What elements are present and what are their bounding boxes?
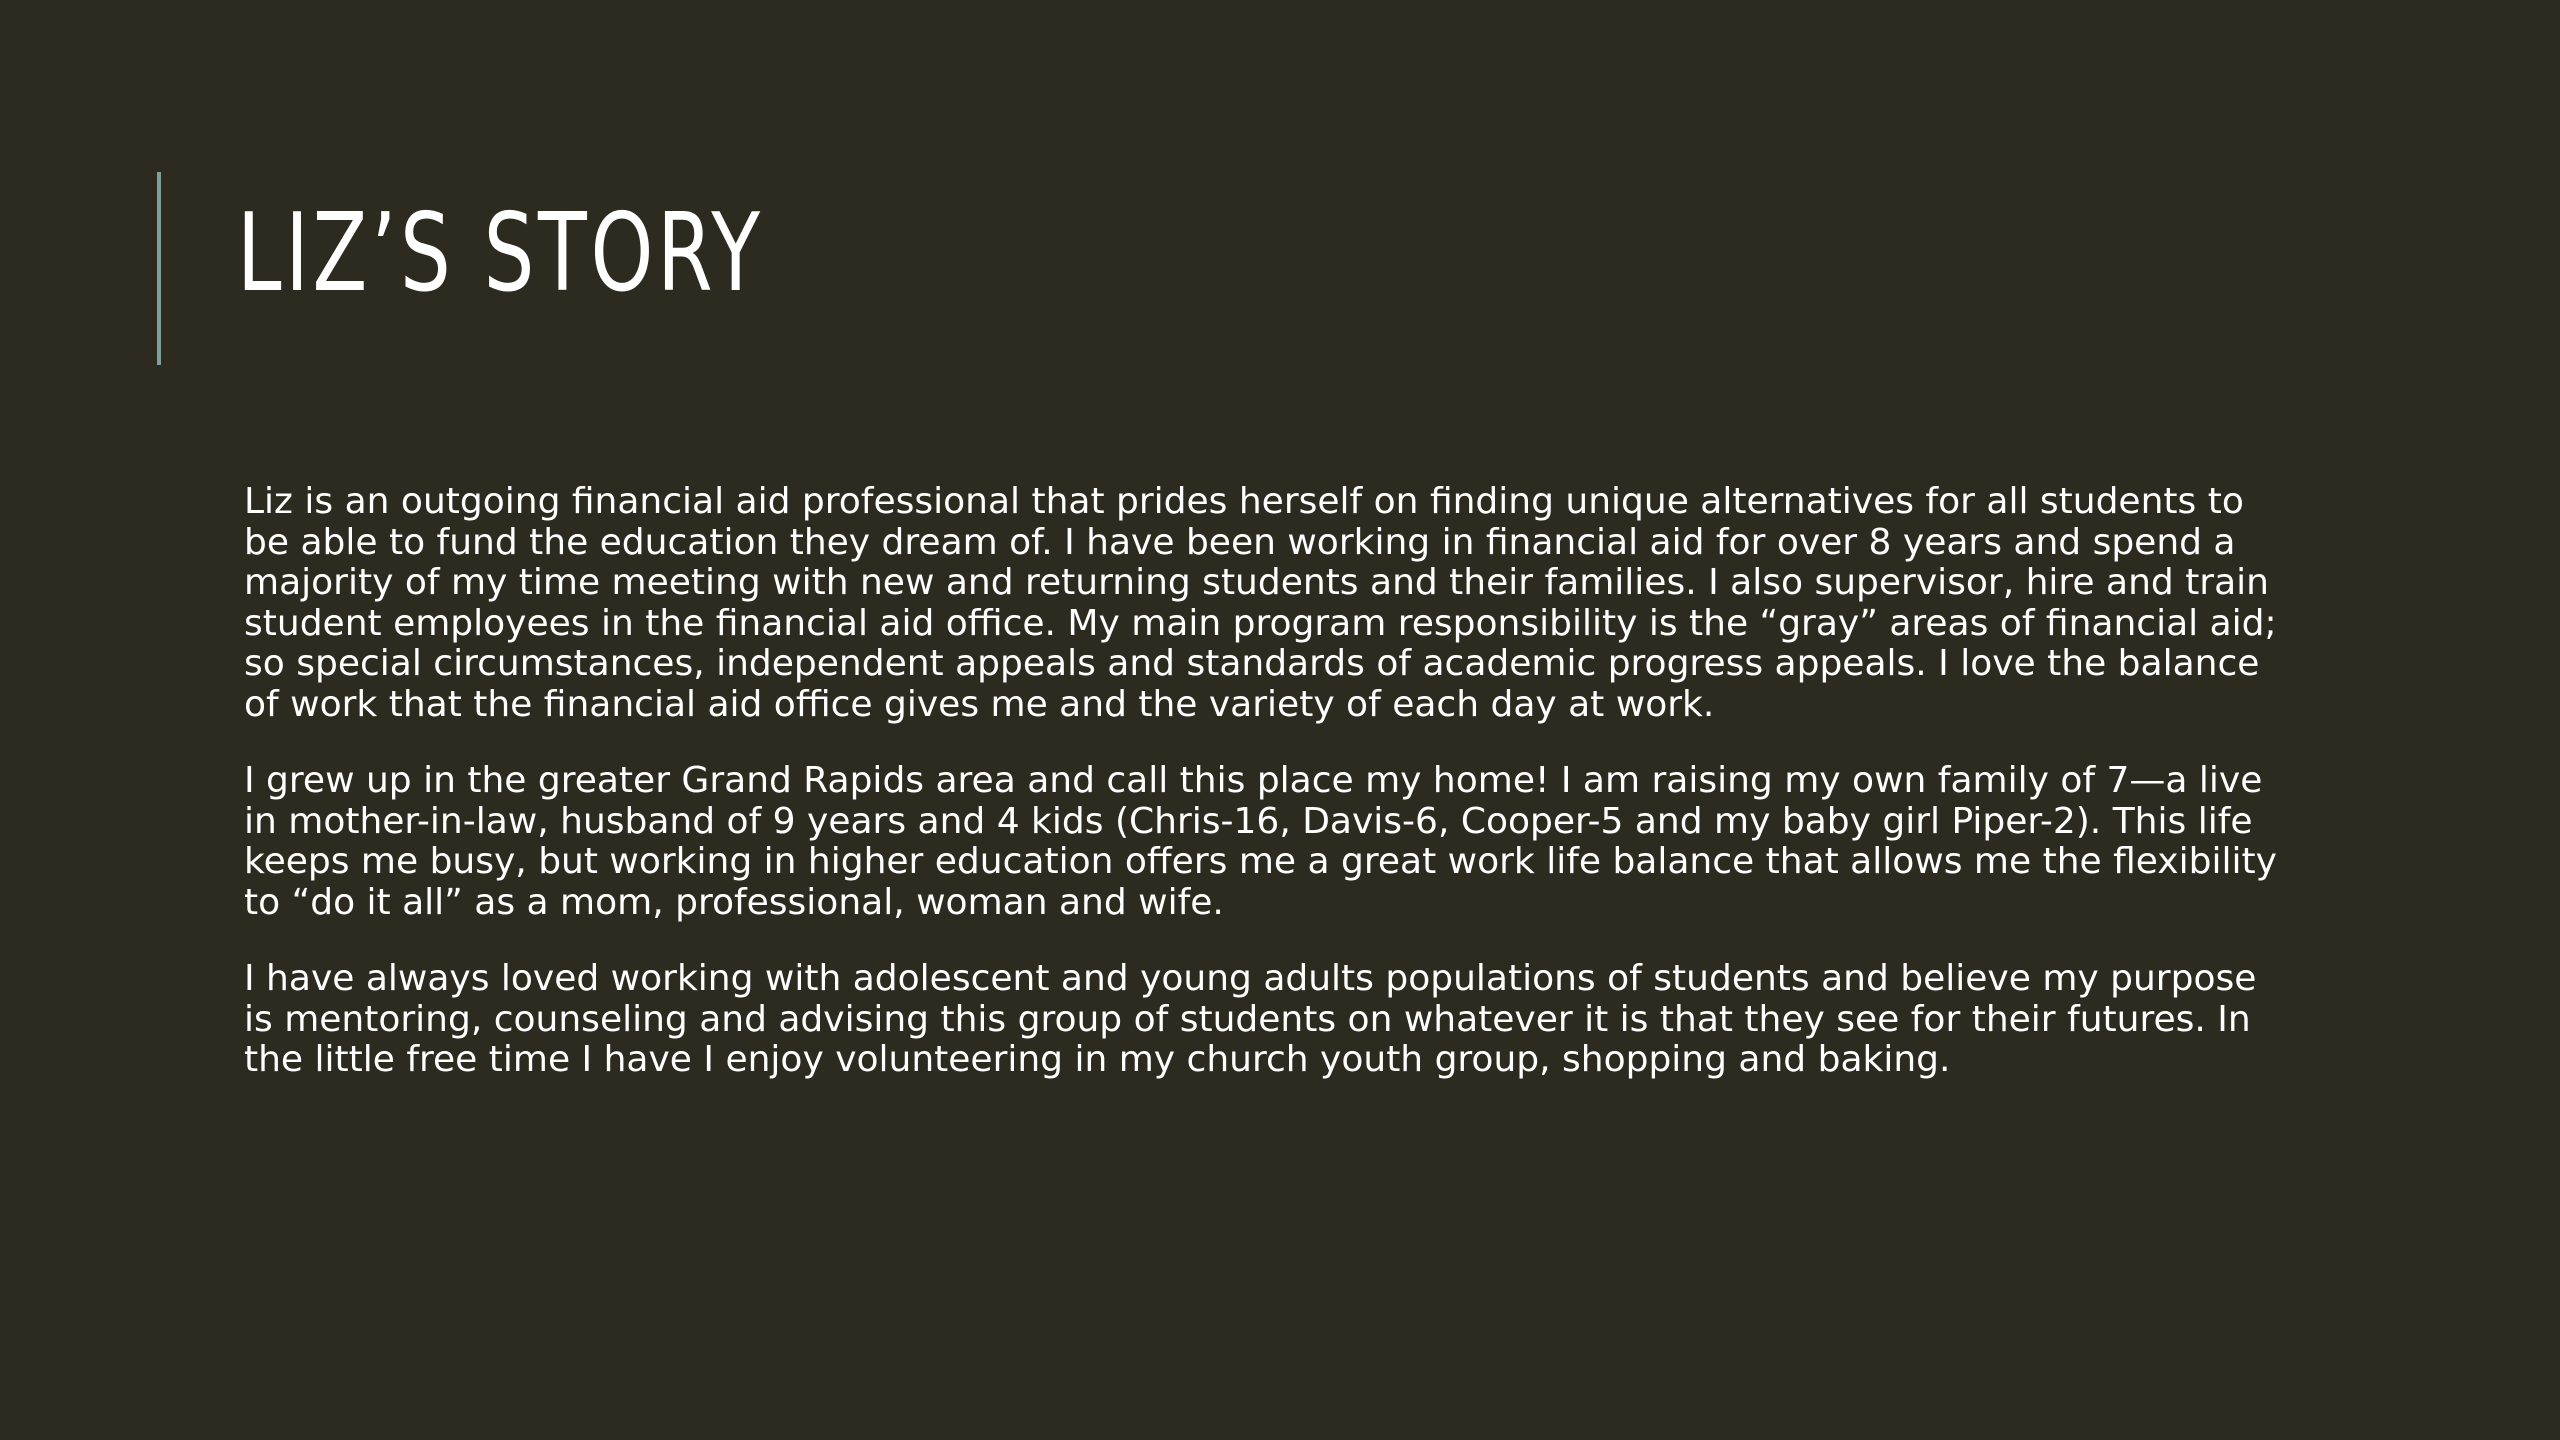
paragraph-family: I grew up in the greater Grand Rapids area and call this place my home! I am raising my own family of 7—a live in mother-in-law, husband of 9 years and 4 kids (Chris-16, Davis-6, Cooper-5 and my baby girl Piper-2). This life keeps me busy, but working in higher education offers me a great work life balance that allows me the flexibility to “do it all” as a mom, professional, woman and wife. (244, 760, 2277, 923)
slide-title: LIZ’S STORY (237, 191, 764, 316)
slide-body (244, 482, 2284, 1117)
paragraph-purpose: I have always loved working with adolescent and young adults populations of students and believe my purpose is mentoring, counseling and advising this group of students on whatever it is that they see for their futures. In the little free time I have I enjoy volunteering in my church youth group, shopping and baking. (244, 958, 2257, 1080)
title-accent-bar (157, 172, 161, 365)
paragraph-intro: Liz is an outgoing financial aid professional that prides herself on finding unique alternatives for all students to be able to fund the education they dream of. I have been working in financial aid for over 8 years and spend a majority of my time meeting with new and returning students and their families. I also supervisor, hire and train student employees in the financial aid office. My main program responsibility is the “gray” areas of financial aid; so special circumstances, independent appeals and standards of academic progress appeals. I love the balance of work that the financial aid office gives me and the variety of each day at work. (244, 481, 2277, 725)
